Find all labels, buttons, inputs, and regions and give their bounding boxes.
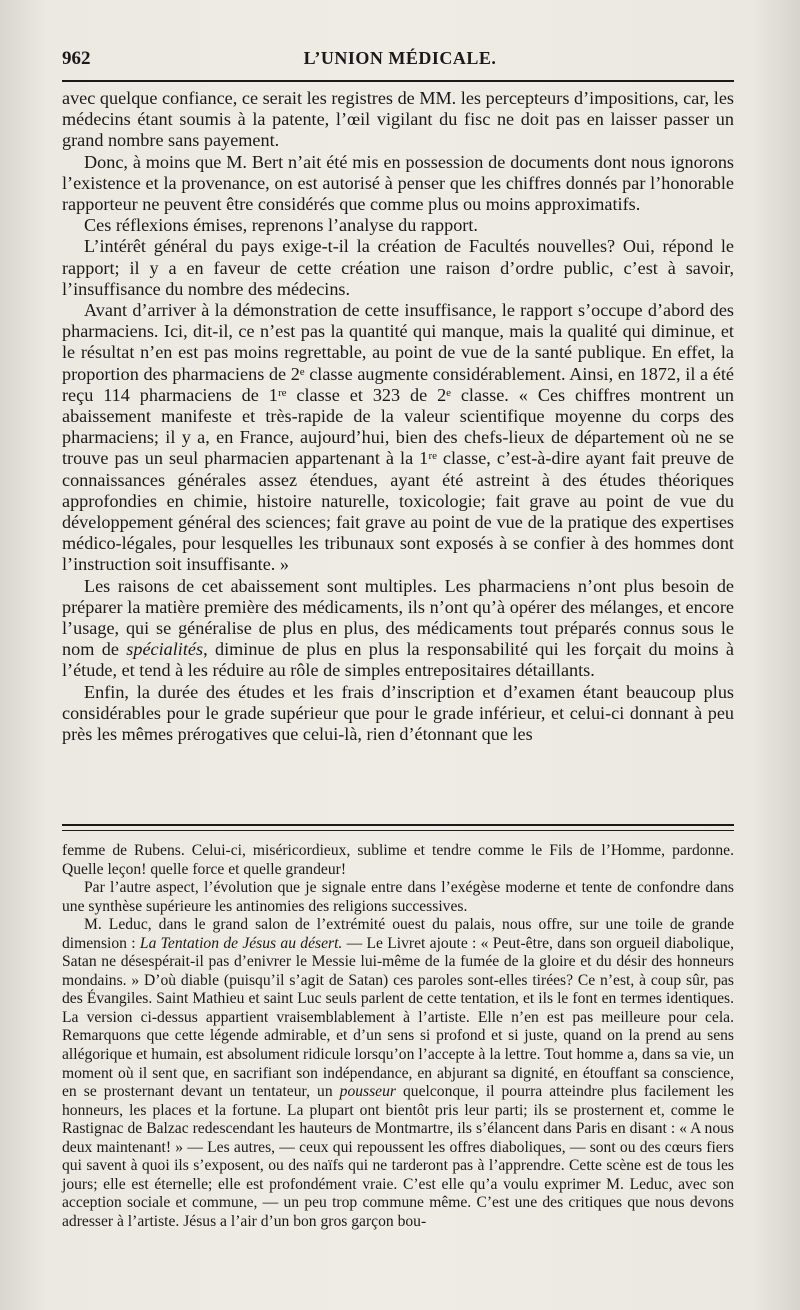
paragraph: L’intérêt général du pays exige-t-il la création de Facultés nouvelles? Oui, répond le rapport; il y a en faveur de cette création une raison d’ordre public, c’est à savoir, l’insuffisance du nombre des médecins.: [62, 236, 734, 299]
paragraph: [62, 576, 734, 682]
feuilleton-separator: [62, 824, 734, 831]
paragraph: Ces réflexions émises, reprenons l’analyse du rapport.: [84, 215, 478, 236]
header-rule: [62, 80, 734, 82]
paragraph-text: , diminue de plus en plus la responsabilité qui les forçait du moins à l’étude, et tend à les réduire au rôle de simples entrepositaires détaillants.: [62, 639, 734, 681]
feuilleton-text: quelconque, il pourra atteindre plus facilement les honneurs, les places et la fortune. La plupart ont bientôt pris leur parti; ils se prosternent et, comme le Rastignac de Balzac redescendant les hauteurs de Montmartre, ils s’élancent dans Paris en disant : « A nous deux maintenant! » — Les autres, — ceux qui repoussent les offres diaboliques, — sont ou des cœurs fiers qui savent à quoi ils s’exposent, ou des naïfs qui ne tarderont pas à l’apprendre. Cette scène est de tous les jours; elle est éternelle; elle est profondément vraie. C’est elle qu’a voulu exprimer M. Leduc, avec son acception sociale et commune, — un peu trop commune même. C’est une des critiques que nous devons adresser à l’artiste. Jésus a l’air d’un bon gros garçon bou-: [62, 1083, 734, 1230]
paragraph: Enfin, la durée des études et les frais d’inscription et d’examen étant beaucoup plus considérables pour le grade supérieur que pour le grade inférieur, et celui-ci donnant à peu près les mêmes prérogatives que celui-là, rien d’étonnant que les: [62, 681, 734, 745]
paragraph: Donc, à moins que M. Bert n’ait été mis en possession de documents dont nous ignorons l’existence et la provenance, on est autorisé à penser que les chiffres donnés par l’honorable rapporteur ne peuvent être considérés que comme plus ou moins approximatifs.: [62, 151, 734, 215]
paragraph: Avant d’arriver à la démonstration de cette insuffisance, le rapport s’occupe d’abord des pharmaciens. Ici, dit-il, ce n’est pas la quantité qui manque, mais la qualité qui diminue, et le résultat n’en est pas moins regrettable, au point de vue de la santé publique. En effet, la proportion des pharmaciens de 2ᵉ classe augmente considérablement. Ainsi, en 1872, il a été reçu 114 pharmaciens de 1ʳᵉ classe et 323 de 2ᵉ classe. « Ces chiffres montrent un abaissement manifeste et très-rapide de la valeur scientifique moyenne du corps des pharmaciens; il y a, en France, aujourd’hui, bien des chefs-lieux de département où ne se trouve pas un seul pharmacien appartenant à la 1ʳᵉ classe, c’est-à-dire ayant fait preuve de connaissances générales assez étendues, ayant été astreint à des études théoriques approfondies en chimie, histoire naturelle, toxicologie; fait grave au point de vue du développement général des sciences; fait grave au point de vue de la pratique des expertises médico-légales, pour lesquelles les tribunaux sont exposés à se confier à des hommes dont l’instruction soit insuffisante. »: [62, 300, 734, 575]
artwork-title: La Tentation de Jésus au désert.: [139, 934, 343, 952]
italic-term: pousseur: [339, 1083, 396, 1101]
running-title: L’UNION MÉDICALE.: [303, 48, 497, 68]
feuilleton-text: M. Leduc, dans le grand salon de l’extrémité ouest du palais, nous offre, sur une toile de grande dimension :: [62, 916, 734, 952]
feuilleton-section: [62, 842, 734, 1231]
italic-term: spécialités: [126, 639, 204, 660]
article-body: [62, 88, 734, 745]
paragraph: avec quelque confiance, ce serait les registres de MM. les percepteurs d’impositions, car, les médecins étant soumis à la patente, l’œil vigilant du fisc ne doit pas en laisser passer un grand nombre sans payement.: [62, 88, 734, 151]
feuilleton-paragraph: [62, 916, 734, 1231]
page-header: [62, 48, 738, 74]
feuilleton-paragraph: Par l’autre aspect, l’évolution que je signale entre dans l’exégèse moderne et tente de confondre dans une synthèse supérieure les antinomies des religions successives.: [62, 879, 734, 915]
page-number: 962: [62, 48, 91, 69]
paragraph-text: Les raisons de cet abaissement sont multiples. Les pharmaciens n’ont plus besoin de préparer la matière première des médicaments, ils n’ont qu’à opérer des mélanges, et encore l’usage, qui se généralise de plus en plus, des médicaments tout préparés connus sous le nom de: [62, 575, 734, 660]
feuilleton-text: — Le Livret ajoute : « Peut-être, dans son orgueil diabolique, Satan ne désespérait-il pas d’enivrer le Messie lui-même de la fumée de la gloire et du désir des honneurs mondains. » D’où diable (puisqu’il s’agit de Satan) ces paroles sont-elles tirées? Ce n’est, à coup sûr, pas des Évangiles. Saint Mathieu et saint Luc seuls parlent de cette tentation, et ils le font en termes identiques. La version ci-dessus appartient vraisemblablement à l’artiste. Elle n’en est pas meilleure pour cela. Remarquons que cette légende admirable, et d’un sens si profond et si juste, quand on la prend au sens allégorique et humain, est absolument ridicule lorsqu’on l’accepte à la lettre. Tout homme a, dans sa vie, un moment où il sent que, en sacrifiant son indépendance, en abjurant sa dignité, en étouffant sa conscience, en se prosternant devant un tentateur, un: [62, 934, 734, 1101]
feuilleton-paragraph: femme de Rubens. Celui-ci, miséricordieux, sublime et tendre comme le Fils de l’Homme, pardonne. Quelle leçon! quelle force et quelle grandeur!: [62, 842, 734, 878]
